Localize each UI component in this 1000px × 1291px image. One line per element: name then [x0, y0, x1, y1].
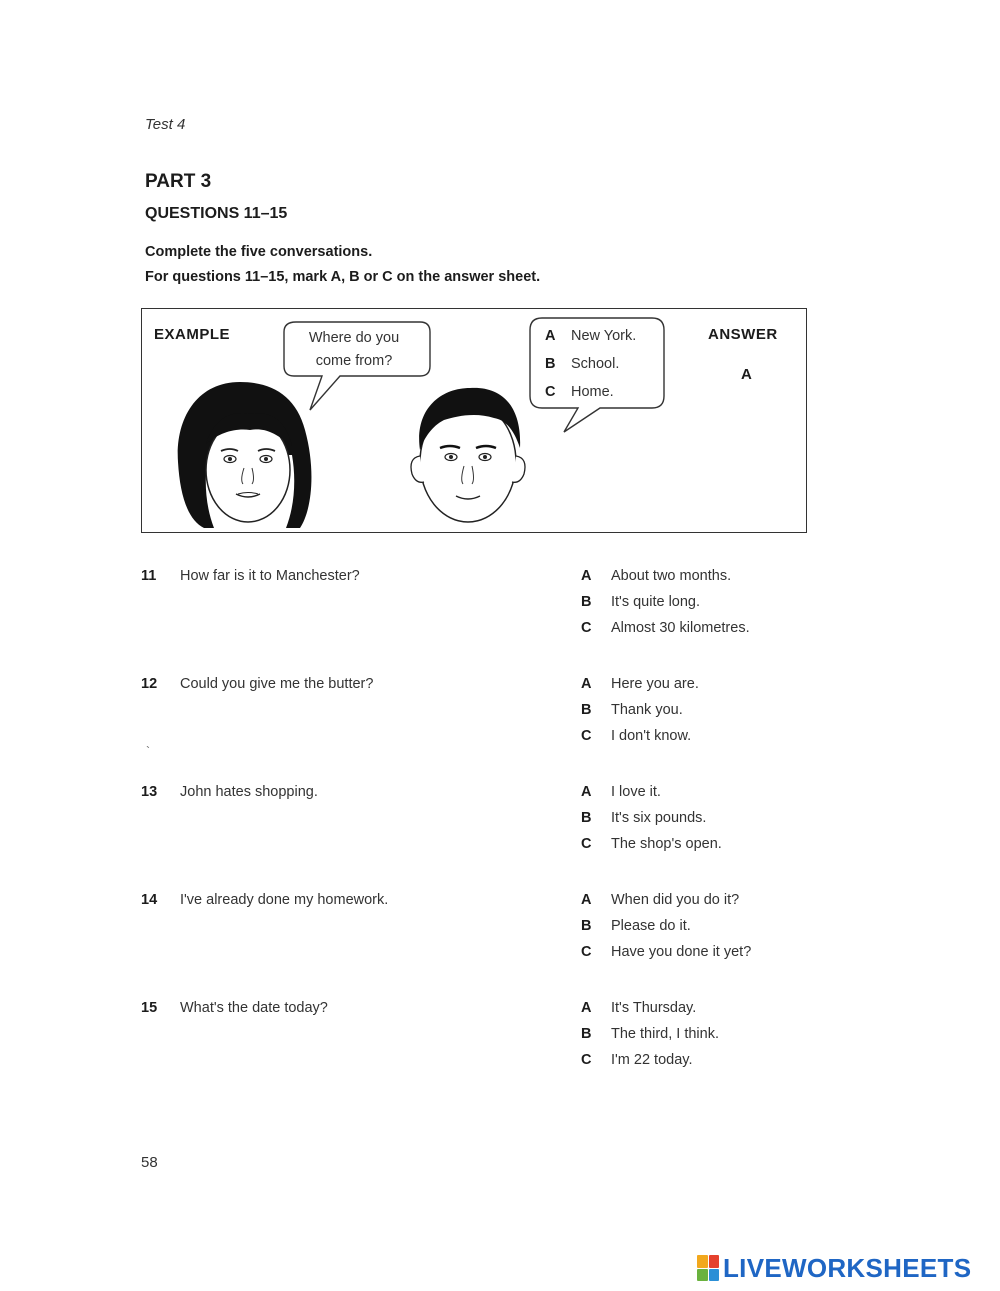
answer-option[interactable]	[581, 944, 751, 960]
example-option	[545, 384, 614, 400]
option-letter: A	[581, 676, 592, 692]
question-12	[141, 676, 781, 756]
option-letter: B	[581, 594, 592, 610]
question-text: Could you give me the butter?	[180, 676, 374, 692]
questions-range: QUESTIONS 11–15	[145, 205, 288, 222]
part-title: PART 3	[145, 171, 212, 192]
option-letter: C	[581, 1052, 592, 1068]
question-13	[141, 784, 781, 864]
option-text: The third, I think.	[611, 1026, 719, 1042]
option-letter: A	[545, 328, 556, 344]
answer-option[interactable]	[581, 918, 691, 934]
example-option	[545, 356, 619, 372]
option-text: About two months.	[611, 568, 732, 584]
option-letter: C	[545, 384, 556, 400]
question-text: I've already done my homework.	[180, 892, 389, 908]
option-text: It's six pounds.	[611, 810, 707, 826]
option-letter: A	[581, 1000, 592, 1016]
option-text: When did you do it?	[611, 892, 740, 908]
answer-option[interactable]	[581, 836, 722, 852]
example-option	[545, 328, 636, 344]
option-text: I don't know.	[611, 728, 692, 744]
liveworksheets-logo-icon	[697, 1255, 719, 1281]
woman-face-icon	[178, 382, 312, 528]
instruction-1: Complete the five conversations.	[145, 244, 373, 260]
option-text: Have you done it yet?	[611, 944, 752, 960]
question-number: 14	[141, 892, 158, 908]
answer-option[interactable]	[581, 728, 691, 744]
option-text: Thank you.	[611, 702, 683, 718]
brand-watermark[interactable]	[697, 1252, 971, 1284]
option-letter: B	[581, 702, 592, 718]
answer-option[interactable]	[581, 1026, 719, 1042]
question-14	[141, 892, 781, 972]
option-letter: B	[545, 356, 556, 372]
brand-name: LIVEWORKSHEETS	[723, 1252, 972, 1283]
option-text: It's quite long.	[611, 594, 701, 610]
option-text: School.	[571, 356, 620, 372]
answer-option[interactable]	[581, 810, 706, 826]
option-text: Almost 30 kilometres.	[611, 620, 750, 636]
option-letter: A	[581, 568, 592, 584]
man-face-icon	[411, 388, 525, 522]
option-letter: C	[581, 620, 592, 636]
option-text: I'm 22 today.	[611, 1052, 693, 1068]
option-letter: C	[581, 728, 592, 744]
example-label: EXAMPLE	[154, 326, 231, 343]
question-text: John hates shopping.	[180, 784, 318, 800]
option-text: New York.	[571, 328, 637, 344]
option-letter: B	[581, 1026, 592, 1042]
option-letter: A	[581, 892, 592, 908]
test-label: Test 4	[145, 116, 186, 133]
bubble-text-line-1: Where do you	[308, 330, 400, 346]
answer-option[interactable]	[581, 892, 739, 908]
question-text: How far is it to Manchester?	[180, 568, 360, 584]
answer-option[interactable]	[581, 620, 750, 636]
option-text: The shop's open.	[611, 836, 722, 852]
option-text: I love it.	[611, 784, 661, 800]
option-letter: A	[581, 784, 592, 800]
answer-option[interactable]	[581, 594, 700, 610]
answer-option[interactable]	[581, 1052, 693, 1068]
option-text: Here you are.	[611, 676, 699, 692]
answer-option[interactable]	[581, 702, 683, 718]
bubble-text-line-2: come from?	[315, 353, 393, 369]
question-number: 15	[141, 1000, 158, 1016]
option-letter: B	[581, 810, 592, 826]
option-letter: B	[581, 918, 592, 934]
question-number: 12	[141, 676, 158, 692]
question-number: 11	[141, 568, 157, 584]
option-text: Home.	[571, 384, 614, 400]
page-number: 58	[141, 1154, 158, 1171]
answer-option[interactable]	[581, 676, 699, 692]
option-text: It's Thursday.	[611, 1000, 697, 1016]
answer-option[interactable]	[581, 784, 661, 800]
stray-mark: `	[146, 744, 150, 758]
option-letter: C	[581, 836, 592, 852]
answer-value: A	[741, 366, 752, 383]
option-letter: C	[581, 944, 592, 960]
option-text: Please do it.	[611, 918, 691, 934]
answer-option[interactable]	[581, 1000, 696, 1016]
answer-label: ANSWER	[708, 326, 778, 343]
question-text: What's the date today?	[180, 1000, 328, 1016]
question-15	[141, 1000, 781, 1080]
instruction-2: For questions 11–15, mark A, B or C on the answer sheet.	[145, 269, 541, 285]
question-number: 13	[141, 784, 158, 800]
answer-option[interactable]	[581, 568, 731, 584]
question-11	[141, 568, 781, 648]
